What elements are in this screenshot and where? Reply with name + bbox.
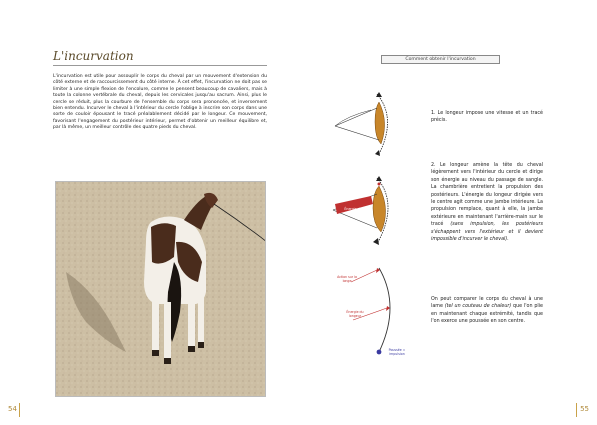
step-1-text: 1. Le longeur impose une vitesse et un tracé précis. <box>431 111 543 124</box>
horse-photo-illustration <box>56 182 266 397</box>
step-3-rest: que l'on plie en maintenant chaque extrémité, tandis que l'on exerce une poussée en son centre. <box>431 304 543 325</box>
diagram-label-action: Action sur la longe <box>337 275 357 283</box>
page-number: 55 <box>580 405 589 413</box>
page-title: L'incurvation <box>53 49 134 63</box>
diagram-lunge-1 <box>327 88 402 158</box>
diagram-label-energy-2: Énergie du longeur <box>346 310 364 318</box>
body-paragraph: L'incurvation est utile pour assouplir le corps du cheval par un mouvement d'extension du côté externe et de raccourcissement du côté interne. À cet effet, l'incurvation ne doit pas se limiter à une simple flexion de l'encolure, comme le pensent beaucoup de cavaliers, mais à toute la colonne vertébrale du cheval, depuis les cervicales jusqu'au sacrum. Ainsi, plus le cercle se réduit, plus la courbure de l'ensemble du corps sera prononcée, et inversement bien entendu. Incurver le cheval à l'intérieur du cercle l'oblige à inscrire son corps dans une sorte de couloir épousant le tracé préalablement décidé par le longeur. Ce mouvement, favorisant l'engagement du postérieur intérieur, permet d'obtenir un meilleur équilibre et, par là même, un meilleur contrôle des quatre pieds du cheval. <box>53 74 267 131</box>
step-2-italic: (sans impulsion, les postérieurs s'échappent vers l'extérieur et il devient impossible d'incurver le cheval). <box>431 222 543 243</box>
page-number: 54 <box>8 405 17 413</box>
page-marker <box>19 403 20 417</box>
horse-photo <box>55 181 266 397</box>
diagram-label-energy: Énergie du longeur <box>344 207 362 215</box>
step-2-plain: 2. Le longeur amène la tête du cheval légèrement vers l'intérieur du cercle et dirige son énergie au niveau du passage de sangle. La chambrière entretient la propulsion des postérieurs. L'énergie du longeur dirigée vers le centre agit comme une jambe intérieure. La propulsion remplace, quant à elle, la jambe extérieure en maintenant l'arrière-main sur le tracé <box>431 163 543 228</box>
diagram-label-push: Poussée = impulsion <box>388 348 406 356</box>
section-caption: Comment obtenir l'incurvation <box>381 55 500 64</box>
step-3-text <box>431 296 543 326</box>
step-3-plain: On peut comparer le corps du cheval à une lame <box>431 297 543 310</box>
right-page <box>299 0 597 425</box>
left-page <box>0 0 298 425</box>
page-marker <box>576 403 577 417</box>
title-divider <box>53 65 267 66</box>
step-3-italic: (tel un couteau de chaleur) <box>444 304 512 310</box>
step-2-text <box>431 162 543 243</box>
